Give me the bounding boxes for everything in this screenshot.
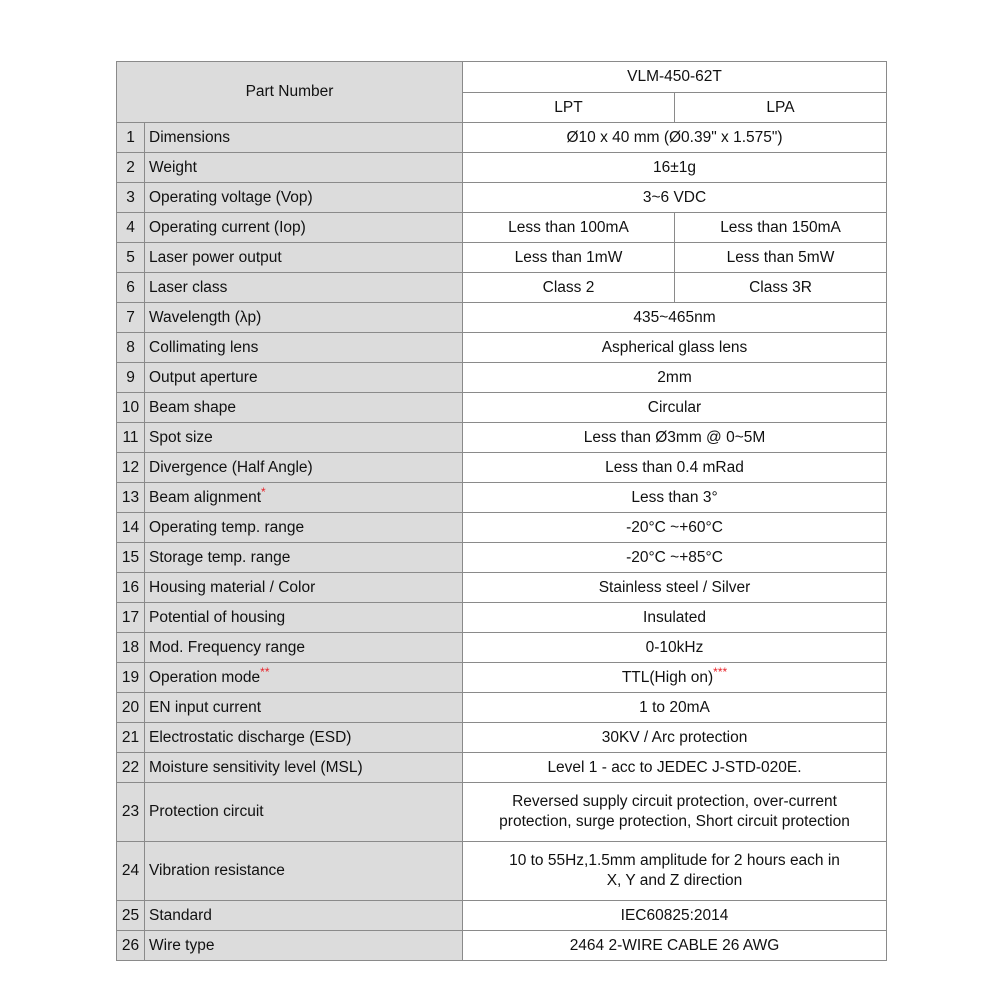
row-index: 8 xyxy=(117,333,145,363)
row-value-shared xyxy=(463,393,887,423)
row-label-text: Operating temp. range xyxy=(149,518,305,536)
row-value-shared xyxy=(463,153,887,183)
row-label-text: Vibration resistance xyxy=(149,862,285,880)
table-header xyxy=(117,62,887,123)
row-value-text: Less than 5mW xyxy=(726,248,835,266)
row-value-text: Class 3R xyxy=(749,278,812,296)
table-row xyxy=(117,183,887,213)
row-label xyxy=(145,543,463,573)
row-value-text: Stainless steel / Silver xyxy=(598,578,751,596)
row-index: 12 xyxy=(117,453,145,483)
row-index: 23 xyxy=(117,783,145,842)
row-label xyxy=(145,842,463,901)
row-value-lpt xyxy=(463,243,675,273)
row-index: 25 xyxy=(117,901,145,931)
table-row xyxy=(117,333,887,363)
row-label xyxy=(145,483,463,513)
row-label xyxy=(145,573,463,603)
row-label xyxy=(145,243,463,273)
row-index: 2 xyxy=(117,153,145,183)
table-row xyxy=(117,243,887,273)
row-index: 18 xyxy=(117,633,145,663)
row-value-shared xyxy=(463,603,887,633)
table-row xyxy=(117,123,887,153)
row-index: 21 xyxy=(117,723,145,753)
row-value-shared xyxy=(463,842,887,901)
row-value-shared xyxy=(463,303,887,333)
row-value-text: Class 2 xyxy=(542,278,595,296)
header-part-number-value: VLM-450-62T xyxy=(463,62,887,93)
row-index: 1 xyxy=(117,123,145,153)
table-row xyxy=(117,901,887,931)
table-row xyxy=(117,153,887,183)
table-row xyxy=(117,543,887,573)
footnote-marker: ** xyxy=(260,664,270,679)
row-label-text: Electrostatic discharge (ESD) xyxy=(149,728,352,746)
row-label-text: Laser class xyxy=(149,278,228,296)
row-value-shared xyxy=(463,931,887,961)
row-label xyxy=(145,693,463,723)
specification-table xyxy=(116,61,887,961)
row-value-text: 0-10kHz xyxy=(645,638,704,656)
row-value-shared xyxy=(463,183,887,213)
row-value-text: 2mm xyxy=(657,368,692,386)
row-label-text: Potential of housing xyxy=(149,608,286,626)
footnote-marker: *** xyxy=(713,664,728,679)
row-index: 10 xyxy=(117,393,145,423)
row-index: 16 xyxy=(117,573,145,603)
row-value-shared xyxy=(463,573,887,603)
row-label-text: Dimensions xyxy=(149,128,230,146)
row-index: 15 xyxy=(117,543,145,573)
row-value-text: Circular xyxy=(647,398,702,416)
row-value-shared xyxy=(463,453,887,483)
row-index: 24 xyxy=(117,842,145,901)
footnote-marker: * xyxy=(261,484,266,499)
row-label-text: Beam shape xyxy=(149,398,237,416)
row-label xyxy=(145,723,463,753)
row-value-text: TTL(High on) xyxy=(621,668,714,686)
row-value-shared xyxy=(463,753,887,783)
row-label xyxy=(145,273,463,303)
table-row xyxy=(117,273,887,303)
table-body xyxy=(117,123,887,961)
row-label-text: Spot size xyxy=(149,428,213,446)
row-label-text: Wire type xyxy=(149,936,215,954)
row-value-shared xyxy=(463,543,887,573)
row-label-text: Standard xyxy=(149,906,212,924)
row-value-text: 435~465nm xyxy=(633,308,716,326)
row-value-lpa xyxy=(675,213,887,243)
row-value-text: Aspherical glass lens xyxy=(601,338,748,356)
row-label-text: Operation mode xyxy=(149,668,261,686)
table-row xyxy=(117,931,887,961)
row-label-text: EN input current xyxy=(149,698,261,716)
header-part-number-label: Part Number xyxy=(117,62,463,123)
row-label-text: Collimating lens xyxy=(149,338,259,356)
row-label-text: Wavelength (λp) xyxy=(149,308,262,326)
header-row-part-number xyxy=(117,62,887,93)
row-label xyxy=(145,901,463,931)
table-row xyxy=(117,723,887,753)
row-label-text: Storage temp. range xyxy=(149,548,291,566)
table-row xyxy=(117,453,887,483)
row-index: 7 xyxy=(117,303,145,333)
row-value-text: 1 to 20mA xyxy=(639,698,710,716)
row-label-text: Weight xyxy=(149,158,197,176)
table-row xyxy=(117,753,887,783)
table-row xyxy=(117,513,887,543)
row-label-text: Beam alignment xyxy=(149,488,262,506)
row-label-text: Housing material / Color xyxy=(149,578,316,596)
row-label xyxy=(145,633,463,663)
row-value-lpa xyxy=(675,273,887,303)
table-row xyxy=(117,633,887,663)
row-label-text: Operating voltage (Vop) xyxy=(149,188,313,206)
row-label xyxy=(145,423,463,453)
table-row xyxy=(117,603,887,633)
row-value-text: IEC60825:2014 xyxy=(620,906,729,924)
row-index: 20 xyxy=(117,693,145,723)
row-value-text: 3~6 VDC xyxy=(642,188,707,206)
row-label xyxy=(145,663,463,693)
row-value-line: protection, surge protection, Short circuit protection xyxy=(499,813,850,830)
row-index: 26 xyxy=(117,931,145,961)
row-value-shared xyxy=(463,633,887,663)
row-index: 13 xyxy=(117,483,145,513)
row-value-text: Less than Ø3mm @ 0~5M xyxy=(583,428,766,446)
row-index: 19 xyxy=(117,663,145,693)
row-value-shared xyxy=(463,723,887,753)
row-label xyxy=(145,753,463,783)
row-label xyxy=(145,931,463,961)
table-row xyxy=(117,783,887,842)
table-row xyxy=(117,363,887,393)
row-index: 6 xyxy=(117,273,145,303)
row-label xyxy=(145,213,463,243)
row-index: 14 xyxy=(117,513,145,543)
row-value-shared xyxy=(463,901,887,931)
row-index: 11 xyxy=(117,423,145,453)
table-row xyxy=(117,303,887,333)
header-variant-lpt: LPT xyxy=(463,93,675,123)
row-value-line: X, Y and Z direction xyxy=(606,872,743,889)
row-value-lpa xyxy=(675,243,887,273)
row-value-text: Insulated xyxy=(643,608,706,626)
table-row xyxy=(117,573,887,603)
row-value-text: 16±1g xyxy=(653,158,696,176)
row-label xyxy=(145,303,463,333)
table-row xyxy=(117,393,887,423)
row-value-shared xyxy=(463,693,887,723)
row-value-shared xyxy=(463,423,887,453)
table-row xyxy=(117,693,887,723)
row-value-text: 2464 2-WIRE CABLE 26 AWG xyxy=(569,936,780,954)
row-label xyxy=(145,153,463,183)
row-label xyxy=(145,363,463,393)
row-value-shared xyxy=(463,663,887,693)
table-row xyxy=(117,663,887,693)
row-value-text: Less than 150mA xyxy=(720,218,841,236)
row-value-shared xyxy=(463,123,887,153)
row-label-text: Output aperture xyxy=(149,368,258,386)
table-row xyxy=(117,213,887,243)
row-value-text: Less than 0.4 mRad xyxy=(605,458,744,476)
row-index: 9 xyxy=(117,363,145,393)
row-label-text: Moisture sensitivity level (MSL) xyxy=(149,758,363,776)
row-value-text: Ø10 x 40 mm (Ø0.39" x 1.575") xyxy=(566,128,783,146)
row-value-shared xyxy=(463,483,887,513)
row-label xyxy=(145,603,463,633)
row-label xyxy=(145,783,463,842)
header-variant-lpa: LPA xyxy=(675,93,887,123)
row-index: 3 xyxy=(117,183,145,213)
row-index: 5 xyxy=(117,243,145,273)
row-value-text: -20°C ~+85°C xyxy=(626,548,723,566)
row-label xyxy=(145,453,463,483)
row-value-text: Less than 3° xyxy=(631,488,718,506)
row-label xyxy=(145,123,463,153)
table-row xyxy=(117,483,887,513)
row-value-line: Reversed supply circuit protection, over-current xyxy=(512,793,837,811)
row-label xyxy=(145,513,463,543)
row-label-text: Laser power output xyxy=(149,248,282,266)
row-label-text: Divergence (Half Angle) xyxy=(149,458,313,476)
table-row xyxy=(117,842,887,901)
row-label-text: Protection circuit xyxy=(149,803,264,821)
row-value-shared xyxy=(463,513,887,543)
row-value-lpt xyxy=(463,213,675,243)
row-value-text: Level 1 - acc to JEDEC J-STD-020E. xyxy=(547,758,802,776)
row-value-shared xyxy=(463,333,887,363)
row-label-text: Operating current (Iop) xyxy=(149,218,306,236)
table-row xyxy=(117,423,887,453)
row-label xyxy=(145,393,463,423)
row-value-shared xyxy=(463,363,887,393)
row-value-text: -20°C ~+60°C xyxy=(626,518,723,536)
row-index: 4 xyxy=(117,213,145,243)
row-value-text: 30KV / Arc protection xyxy=(601,728,748,746)
row-value-shared xyxy=(463,783,887,842)
row-index: 17 xyxy=(117,603,145,633)
row-value-line: 10 to 55Hz,1.5mm amplitude for 2 hours each in xyxy=(509,852,840,870)
row-value-text: Less than 1mW xyxy=(514,248,623,266)
row-label-text: Mod. Frequency range xyxy=(149,638,305,656)
row-value-text: Less than 100mA xyxy=(508,218,629,236)
row-index: 22 xyxy=(117,753,145,783)
row-label xyxy=(145,333,463,363)
row-value-lpt xyxy=(463,273,675,303)
row-label xyxy=(145,183,463,213)
